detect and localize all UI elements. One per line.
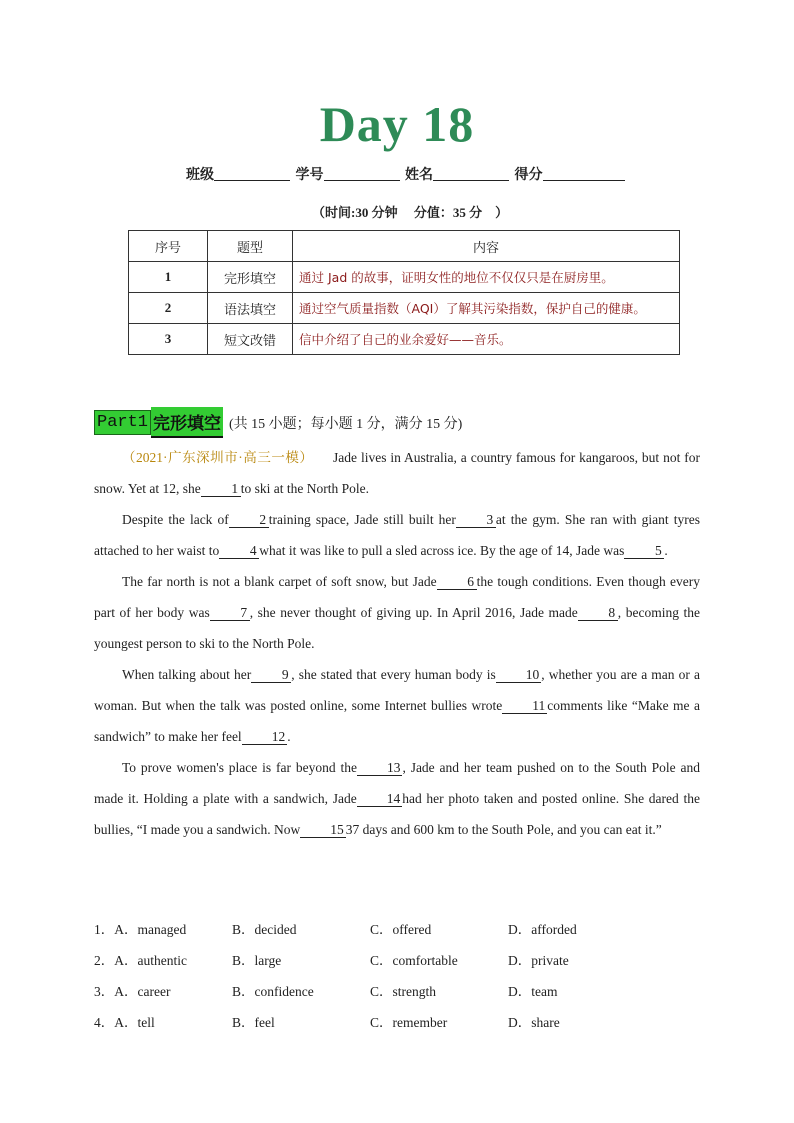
passage-text: . xyxy=(287,729,291,744)
header-type: 题型 xyxy=(208,231,293,262)
passage-text: Jade lives in Australia, a country famous for kangaroos, but not for snow. Yet at 12, she xyxy=(94,450,700,496)
passage-text: , becoming the youngest person to ski to the North Pole. xyxy=(94,605,700,651)
summary-table xyxy=(128,230,680,355)
passage-text: To prove women's place is far beyond the xyxy=(122,760,357,775)
row-type: 短文改错 xyxy=(208,324,293,355)
class-blank[interactable] xyxy=(214,166,290,181)
name-blank[interactable] xyxy=(433,166,509,181)
option-d[interactable]: D．private xyxy=(508,952,569,968)
passage-text: , whether you are a man or a woman. But when the talk was posted online, some Internet bullies wrote xyxy=(94,667,700,713)
row-number: 2 xyxy=(129,293,208,324)
passage-text: Despite the lack of xyxy=(122,512,229,527)
blank-8[interactable]: 8 xyxy=(578,606,618,621)
row-number: 3 xyxy=(129,324,208,355)
passage-text: . xyxy=(664,543,668,558)
header-content: 内容 xyxy=(293,231,680,262)
student-info-line xyxy=(186,164,627,184)
blank-12[interactable]: 12 xyxy=(242,730,288,745)
header-number: 序号 xyxy=(129,231,208,262)
passage-text: , Jade and her team pushed on to the South Pole and made it. Holding a plate with a sandwich, Jade xyxy=(94,760,700,806)
row-content: 通过 Jad 的故事，证明女性的地位不仅仅只是在厨房里。 xyxy=(293,262,680,293)
score-label: 得分 xyxy=(514,168,543,183)
passage-text: , she stated that every human body is xyxy=(291,667,496,682)
option-b[interactable]: B．large xyxy=(232,952,282,968)
number-blank[interactable] xyxy=(324,166,400,181)
row-type: 语法填空 xyxy=(208,293,293,324)
page-title: Day 18 xyxy=(319,96,475,152)
blank-7[interactable]: 7 xyxy=(210,606,250,621)
blank-14[interactable]: 14 xyxy=(357,792,403,807)
option-row-3 xyxy=(94,974,646,1005)
answer-options xyxy=(94,912,646,1036)
blank-15[interactable]: 15 xyxy=(300,823,346,838)
passage-text: The far north is not a blank carpet of soft snow, but Jade xyxy=(122,574,437,589)
blank-3[interactable]: 3 xyxy=(456,513,496,528)
paragraph-5 xyxy=(94,752,700,845)
option-b[interactable]: B．confidence xyxy=(232,983,314,999)
table-row xyxy=(129,324,680,355)
passage-text: 37 days and 600 km to the South Pole, and you can eat it.” xyxy=(345,822,662,837)
blank-5[interactable]: 5 xyxy=(624,544,664,559)
part-heading xyxy=(94,407,462,438)
blank-2[interactable]: 2 xyxy=(229,513,269,528)
cloze-passage xyxy=(94,442,700,845)
passage-text: When talking about her xyxy=(122,667,252,682)
blank-1[interactable]: 1 xyxy=(201,482,241,497)
option-b[interactable]: B．feel xyxy=(232,1014,275,1030)
blank-10[interactable]: 10 xyxy=(496,668,542,683)
table-row xyxy=(129,262,680,293)
option-b[interactable]: B．decided xyxy=(232,921,297,937)
passage-text: training space, Jade still built her xyxy=(268,512,456,527)
passage-text: at the gym. She ran with giant tyres attached to her waist to xyxy=(94,512,701,558)
option-row-4 xyxy=(94,1005,646,1036)
option-c[interactable]: C．offered xyxy=(370,921,432,937)
option-c[interactable]: C．strength xyxy=(370,983,436,999)
blank-9[interactable]: 9 xyxy=(251,668,291,683)
part-name: 完形填空 xyxy=(151,407,223,438)
passage-text: had her photo taken and posted online. She dared the bullies, “I made you a sandwich. Now xyxy=(94,791,701,837)
option-a[interactable]: 2．A．authentic xyxy=(94,952,187,968)
table-header-row xyxy=(129,231,680,262)
option-a[interactable]: 1．A．managed xyxy=(94,921,187,937)
option-d[interactable]: D．afforded xyxy=(508,921,577,937)
passage-text: to ski at the North Pole. xyxy=(240,481,370,496)
option-c[interactable]: C．remember xyxy=(370,1014,448,1030)
blank-13[interactable]: 13 xyxy=(357,761,403,776)
time-score-meta: （时间:30 分钟 分值：35 分 ） xyxy=(312,205,509,220)
blank-11[interactable]: 11 xyxy=(502,699,547,714)
blank-4[interactable]: 4 xyxy=(219,544,259,559)
part-label: Part1 xyxy=(94,410,151,435)
name-label: 姓名 xyxy=(405,168,433,183)
row-number: 1 xyxy=(129,262,208,293)
option-d[interactable]: D．share xyxy=(508,1014,560,1030)
score-blank[interactable] xyxy=(543,166,625,181)
option-a[interactable]: 3．A．career xyxy=(94,983,171,999)
part-note: (共 15 小题；每小题 1 分，满分 15 分) xyxy=(229,416,463,432)
passage-text: what it was like to pull a sled across ice. By the age of 14, Jade was xyxy=(259,543,625,558)
option-a[interactable]: 4．A．tell xyxy=(94,1014,155,1030)
paragraph-3 xyxy=(94,566,700,659)
paragraph-2 xyxy=(94,504,700,566)
row-type: 完形填空 xyxy=(208,262,293,293)
table-row xyxy=(129,293,680,324)
source-label: （2021·广东深圳市·高三一模） xyxy=(122,450,314,465)
option-row-2 xyxy=(94,943,646,974)
option-row-1 xyxy=(94,912,646,943)
passage-text: the tough conditions. Even though every part of her body was xyxy=(94,574,700,620)
number-label: 学号 xyxy=(295,168,324,183)
paragraph-1 xyxy=(94,442,700,504)
blank-6[interactable]: 6 xyxy=(437,575,477,590)
class-label: 班级 xyxy=(186,168,214,183)
passage-text: comments like “Make me a sandwich” to make her feel xyxy=(94,698,700,744)
passage-text: , she never thought of giving up. In April 2016, Jade made xyxy=(249,605,578,620)
option-d[interactable]: D．team xyxy=(508,983,558,999)
row-content: 通过空气质量指数（AQI）了解其污染指数，保护自己的健康。 xyxy=(293,293,680,324)
paragraph-4 xyxy=(94,659,700,752)
option-c[interactable]: C．comfortable xyxy=(370,952,458,968)
row-content: 信中介绍了自己的业余爱好——音乐。 xyxy=(293,324,680,355)
